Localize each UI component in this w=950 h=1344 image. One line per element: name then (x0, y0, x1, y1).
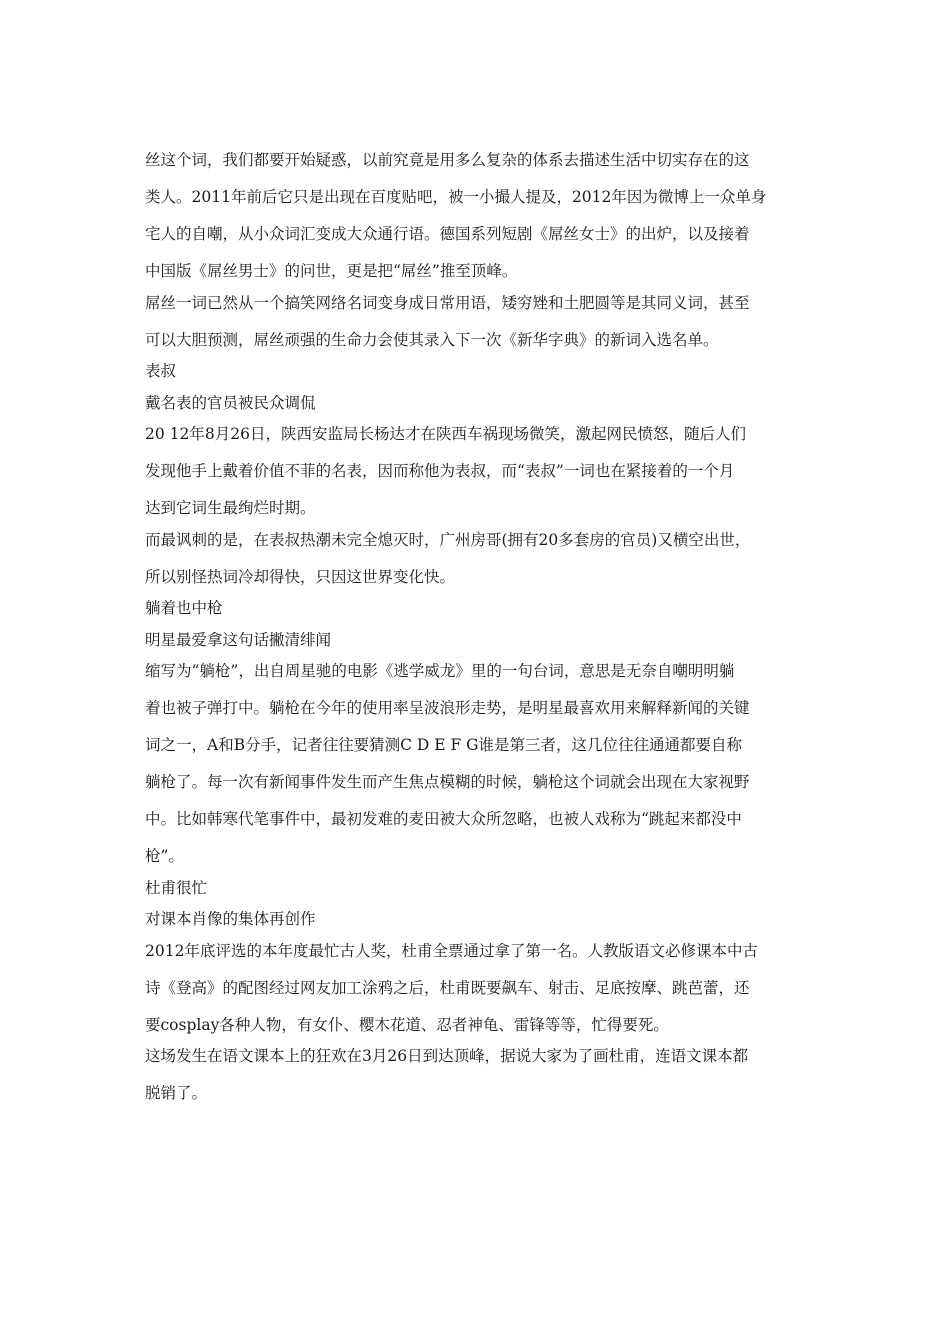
text-line: 诗《登高》的配图经过网友加工涂鸦之后，杜甫既要飙车、射击、足底按摩、跳芭蕾，还 (145, 978, 750, 997)
section-heading-tangqiang: 躺着也中枪 (145, 599, 223, 617)
text-line: 所以别怪热词冷却得快，只因这世界变化快。 (145, 567, 456, 586)
text-line: 枪”。 (145, 847, 184, 865)
text-line: 中。比如韩寒代笔事件中，最初发难的麦田被大众所忽略，也被人戏称为“跳起来都没中 (145, 810, 742, 828)
text-line: 词之一，A和B分手，记者往往要猜测C D E F G谁是第三者，这几位往往通通都要自称 (145, 736, 743, 754)
text-line: 脱销了。 (145, 1084, 208, 1102)
section-subheading-tangqiang: 明星最爱拿这句话撇清绯闻 (145, 630, 332, 649)
text-line: 丝这个词，我们都要开始疑惑，以前究竟是用多么复杂的体系去描述生活中切实存在的这 (145, 151, 750, 169)
text-line: 2012年底评选的本年度最忙古人奖，杜甫全票通过拿了第一名。人教版语文必修课本中古 (145, 941, 758, 960)
text-line: 中国版《屌丝男士》的问世，更是把“屌丝”推至顶峰。 (145, 262, 518, 280)
text-line: 着也被子弹打中。躺枪在今年的使用率呈波浪形走势，是明星最喜欢用来解释新闻的关键 (145, 699, 750, 717)
paragraph-dufu-2 (145, 1046, 810, 1115)
paragraph-intro (145, 150, 810, 293)
paragraph-tangqiang (145, 661, 810, 878)
text-line: 要cosplay各种人物，有女仆、樱木花道、忍者神龟、雷锋等等，忙得要死。 (145, 1015, 669, 1034)
text-line: 类人。2011年前后它只是出现在百度贴吧，被一小撮人提及，2012年因为微博上一众单身 (145, 188, 767, 206)
text-line: 可以大胆预测，屌丝顽强的生命力会使其录入下一次《新华字典》的新词入选名单。 (145, 330, 719, 349)
paragraph-dufu-1 (145, 941, 810, 1047)
text-line: 缩写为“躺枪”，出自周星驰的电影《逃学威龙》里的一句台词，意思是无奈自嘲明明躺 (145, 662, 735, 680)
document-body (145, 150, 810, 1115)
section-heading-biaoshu: 表叔 (145, 362, 177, 380)
text-line: 宅人的自嘲，从小众词汇变成大众通行语。德国系列短剧《屌丝女士》的出炉，以及接着 (145, 225, 750, 243)
paragraph-biaoshu-1 (145, 424, 810, 530)
section-subheading-dufu: 对课本肖像的集体再创作 (145, 910, 316, 928)
paragraph-diaosi (145, 293, 810, 362)
text-line: 而最讽刺的是，在表叔热潮未完全熄灭时，广州房哥(拥有20多套房的官员)又横空出世， (145, 530, 751, 549)
text-line: 这场发生在语文课本上的狂欢在3月26日到达顶峰，据说大家为了画杜甫，连语文课本都 (145, 1047, 749, 1065)
text-line: 躺枪了。每一次有新闻事件发生而产生焦点模糊的时候，躺枪这个词就会出现在大家视野 (145, 773, 750, 791)
paragraph-biaoshu-2 (145, 530, 810, 599)
text-line: 达到它词生最绚烂时期。 (145, 499, 316, 517)
text-line: 发现他手上戴着价值不菲的名表，因而称他为表叔，而“表叔”一词也在紧接着的一个月 (145, 462, 735, 480)
section-heading-dufu: 杜甫很忙 (145, 878, 208, 897)
text-line: 20 12年8月26日，陕西安监局长杨达才在陕西车祸现场微笑，激起网民愤怒，随后人们 (145, 425, 746, 443)
text-line: 屌丝一词已然从一个搞笑网络名词变身成日常用语，矮穷矬和土肥圆等是其同义词，甚至 (145, 293, 750, 312)
section-subheading-biaoshu: 戴名表的官员被民众调侃 (145, 393, 316, 412)
